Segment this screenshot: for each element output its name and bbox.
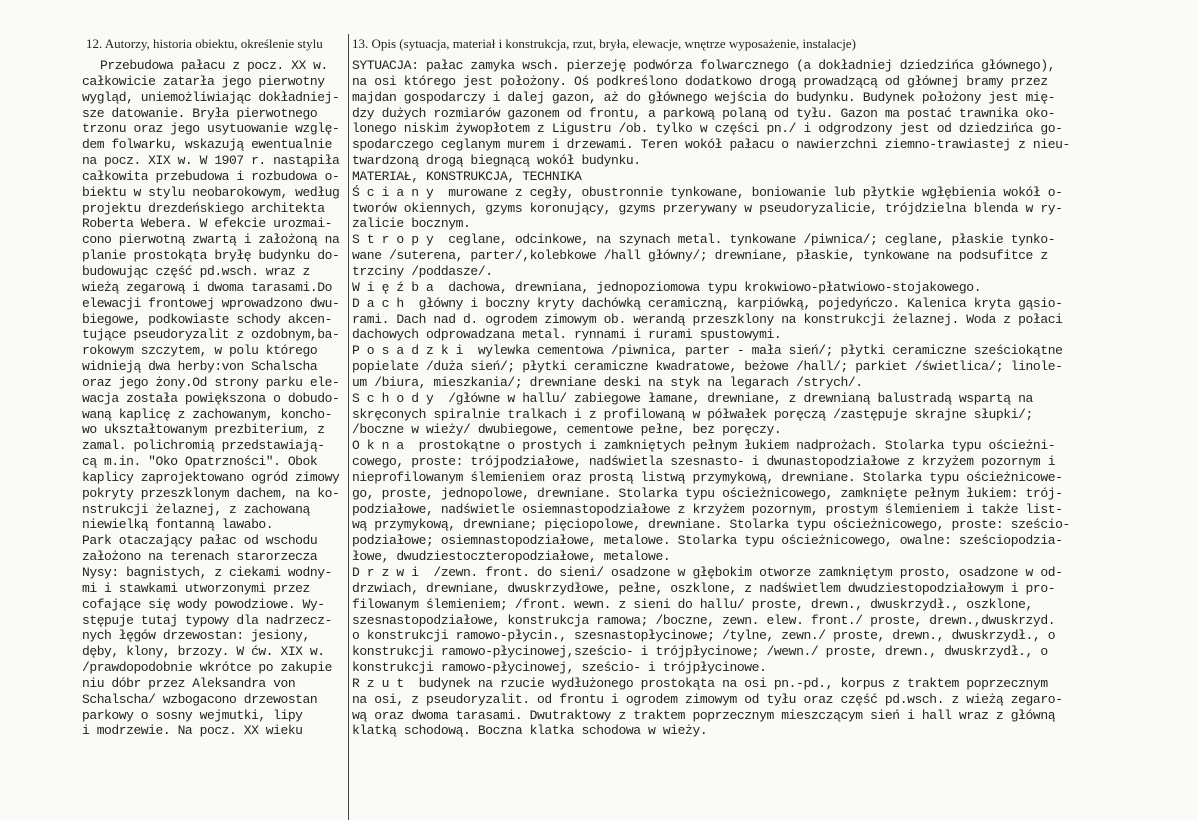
text-line: łowe, dwudziestoczteropodziałowe, metalowe. xyxy=(352,549,671,565)
text-line: cą m.in. "Oko Opatrzności". Obok xyxy=(82,454,318,470)
text-line: filowanym ślemieniem; /front. wewn. z sieni do hallu/ proste, drewn., dwuskrzydł., oszklone, xyxy=(352,596,1033,612)
text-line: konstrukcji ramowo-płycinowej, sześcio- i trójpłycinowe. xyxy=(352,660,767,676)
text-line: zalicie bocznym. xyxy=(352,216,471,232)
text-line: wacja została powiększona o dobudo- xyxy=(82,390,340,406)
text-line: spodarczego ceglanym murem i drzewami. Teren wokół pałacu o nawierzchni ziemno-trawiastej z nieu- xyxy=(352,137,1070,153)
text-line: skręconych spiralnie tralkach i z profilowaną w półwałek poręczą /zastępuje skrajne słupki/; xyxy=(352,406,1033,422)
text-line: dęby, klony, brzozy. W ćw. XIX w. xyxy=(82,644,325,660)
text-line: szesnastopodziałowe, konstrukcja ramowa; /boczne, zewn. elew. front./ proste, drewn.,dwuskrzyd. xyxy=(352,612,1056,628)
text-line: projektu drezdeńskiego architekta xyxy=(82,200,325,216)
section-13-header: 13. Opis (sytuacja, materiał i konstrukcja, rzut, bryła, elewacje, wnętrze wyposażenie, instalacje) xyxy=(352,36,856,51)
text-line: na osi którego jest położony. Oś podkreślono dodatkowo drogą prowadzącą od głównej bramy przez xyxy=(352,73,1048,89)
text-line: tujące pseudoryzalit z ozdobnym,ba- xyxy=(82,327,340,343)
text-line: zamal. polichromią przedstawiają- xyxy=(82,438,325,454)
text-line: dzy dużych rozmiarów gazonem od frontu, a parkową polaną od tyłu. Gazon ma postać trawnika oko- xyxy=(352,105,1056,121)
text-line: trzonu oraz jego usytuowanie wzglę- xyxy=(82,121,340,137)
text-line: waną kaplicę z zachowanym, koncho- xyxy=(82,406,332,422)
section-13-body xyxy=(352,58,1194,739)
text-line: budowując część pd.wsch. wraz z xyxy=(82,263,310,279)
text-line: Ś c i a n y murowane z cegły, obustronnie tynkowane, boniowanie lub płytkie wgłębienia wokół o- xyxy=(352,184,1063,200)
text-line: wieżą zegarową i dwoma tarasami.Do xyxy=(82,279,332,295)
section-12-header: 12. Autorzy, historia obiektu, określenie stylu xyxy=(86,36,323,51)
text-line: MATERIAŁ, KONSTRUKCJA, TECHNIKA xyxy=(352,168,582,184)
section-13-description xyxy=(352,36,1194,820)
text-line: W i ę ź b a dachowa, drewniana, jednopoziomowa typu krokwiowo-płatwiowo-stojakowego. xyxy=(352,279,982,295)
text-line: nych łęgów drzewostan: jesiony, xyxy=(82,628,310,644)
text-line: stępuje tutaj typowy dla nadrzecz- xyxy=(82,612,332,628)
text-line: o konstrukcji ramowo-płycin., szesnastopłycinowe; /tylne, zewn./ proste, drewn., dwuskrzydł., o xyxy=(352,628,1056,644)
text-line: widnieją dwa herby:von Schalscha xyxy=(82,359,318,375)
text-line: R z u t budynek na rzucie wydłużonego prostokąta na osi pn.-pd., korpus z traktem poprzecznym xyxy=(352,675,1048,691)
text-line: cowego, proste: trójpodziałowe, nadświetla szesnasto- i dwunastopodziałowe z krzyżem pozornym i xyxy=(352,454,1056,470)
text-line: sze datowanie. Bryła pierwotnego xyxy=(82,105,318,121)
text-line: wą przymykową, drewniane; pięciopolowe, drewniane. Stolarka typu ościeżnicowego, proste: sześcio- xyxy=(352,517,1070,533)
text-line: podziałowe, nadświetle osiemnastopodziałowe z krzyżem pozornym, prostym ślemieniem i także list- xyxy=(352,501,1063,517)
text-line: popielate /duża sień/; płytki ceramiczne kwadratowe, beżowe /hall/; parkiet /świetlica/; linole- xyxy=(352,359,1063,375)
text-line: Schalscha/ wzbogacono drzewostan xyxy=(82,691,318,707)
text-line: dem folwarku, wskazują ewentualnie xyxy=(82,137,332,153)
text-line: kaplicy zaprojektowano ogród zimowy xyxy=(82,469,340,485)
text-line: na pocz. XIX w. W 1907 r. nastąpiła xyxy=(82,153,340,169)
text-line: niu dóbr przez Aleksandra von xyxy=(82,675,296,691)
section-12-body xyxy=(82,58,346,739)
text-line: nstrukcji żelaznej, z zachowaną xyxy=(82,501,310,517)
text-line: niewielką fontanną lawabo. xyxy=(82,517,274,533)
text-line: lonego niskim żywopłotem z Ligustru /ob. tylko w części pn./ i odgrodzony jest od dziedzińca go- xyxy=(352,121,1063,137)
text-line: Park otaczający pałac od wschodu xyxy=(82,533,318,549)
text-line: cofające się wody powodziowe. Wy- xyxy=(82,596,325,612)
text-line: S c h o d y /główne w hallu/ zabiegowe łamane, drewniane, z drewnianą balustradą wspartą na xyxy=(352,390,1033,406)
text-line: drzwiach, drewniane, dwuskrzydłowe, pełne, oszklone, z nadświetlem dwudziestopodziałowym i pro- xyxy=(352,580,1056,596)
section-12-history xyxy=(82,36,346,820)
text-line: oraz jego żony.Od strony parku ele- xyxy=(82,374,340,390)
text-line: wo ukształtowanym prezbiterium, z xyxy=(82,422,325,438)
text-line: podziałowe; osiemnastopodziałowe, metalowe. Stolarka typu ościeżnicowego, owalne: sześciopodzia- xyxy=(352,533,1063,549)
text-line: Roberta Webera. W efekcie urozmai- xyxy=(82,216,332,232)
text-line: biegowe, podkowiaste schody akcen- xyxy=(82,311,332,327)
text-line: trzciny /poddasze/. xyxy=(352,263,493,279)
text-line: nieprofilowanym ślemieniem oraz prostą listwą przymykową, drewniane. Stolarka typu ościeżnicowe- xyxy=(352,469,1063,485)
text-line: rokowym szczytem, w polu którego xyxy=(82,343,318,359)
text-line: założono na terenach starorzecza xyxy=(82,549,318,565)
text-line: D a c h główny i boczny kryty dachówką ceramiczną, karpiówką, pojedyńczo. Kalenica kryta gąsio- xyxy=(352,295,1063,311)
text-line: konstrukcji ramowo-płycinowej,sześcio- i trójpłycinowe; /wewn./ proste, drewn., dwuskrzydł., o xyxy=(352,644,1048,660)
text-line: rami. Dach nad d. ogrodem zimowym ob. werandą przeszklony na konstrukcji żelaznej. Woda z połaci xyxy=(352,311,1063,327)
text-line: D r z w i /zewn. front. do sieni/ osadzone w głębokim otworze zamkniętym prosto, osadzone w od- xyxy=(352,565,1063,580)
text-line: twardzoną drogą biegnącą wokół budynku. xyxy=(352,153,641,169)
text-line: go, proste, jednopolowe, drewniane. Stolarka typu ościeżnicowego, zamknięte pełnym łukiem: trój- xyxy=(352,485,1063,501)
text-line: S t r o p y ceglane, odcinkowe, na szynach metal. tynkowane /piwnica/; ceglane, płaskie tynko- xyxy=(352,232,1056,248)
text-line: elewacji frontowej wprowadzono dwu- xyxy=(82,295,340,311)
text-line: /prawdopodobnie wkrótce po zakupie xyxy=(82,660,332,676)
text-line: mi i stawkami utworzonymi przez xyxy=(82,580,310,596)
text-line: i modrzewie. Na pocz. XX wieku xyxy=(82,723,303,739)
text-line: O k n a prostokątne o prostych i zamkniętych pełnym łukiem nadprożach. Stolarka typu ościeżni- xyxy=(352,438,1056,454)
text-line: P o s a d z k i wylewka cementowa /piwnica, parter - mała sień/; płytki ceramiczne sześciokątne xyxy=(352,343,1063,359)
text-line: cono pierwotną zwartą i założoną na xyxy=(82,232,340,248)
text-line: tworów okiennych, gzyms koronujący, gzyms przerywany w pseudoryzalicie, trójdzielna blenda w ry- xyxy=(352,200,1063,216)
text-line: parkowy o sosny wejmutki, lipy xyxy=(82,707,303,723)
text-line: całkowicie zatarła jego pierwotny xyxy=(82,73,325,89)
text-line: biektu w stylu neobarokowym, według xyxy=(82,184,340,200)
text-line: Nysy: bagnistych, z ciekami wodny- xyxy=(82,565,332,580)
text-line: wygląd, uniemożliwiając dokładniej- xyxy=(82,89,340,105)
text-line: um /biura, mieszkania/; drewniane deski na styk na legarach /strych/. xyxy=(352,374,863,390)
text-line: klatką schodową. Boczna klatka schodowa w wieży. xyxy=(352,723,708,739)
text-line: planie prostokąta bryłę budynku do- xyxy=(82,248,340,264)
text-line: całkowita przebudowa i rozbudowa o- xyxy=(82,168,340,184)
text-line: pokryty przeszklonym dachem, na ko- xyxy=(82,485,340,501)
text-line: Przebudowa pałacu z pocz. XX w. xyxy=(100,58,328,73)
text-line: /boczne w wieży/ dwubiegowe, cementowe pełne, bez poręczy. xyxy=(352,422,782,438)
text-line: dachowych odprowadzana metal. rynnami i rurami spustowymi. xyxy=(352,327,782,343)
column-divider xyxy=(348,34,349,820)
text-line: wą oraz dwoma tarasami. Dwutraktowy z traktem poprzecznym mieszczącym sień i hall wraz z główną xyxy=(352,707,1056,723)
text-line: SYTUACJA: pałac zamyka wsch. pierzeję podwórza folwarcznego (a dokładniej dziedzińca głównego), xyxy=(352,58,1056,73)
text-line: na osi, z pseudoryzalit. od frontu i ogrodem zimowym od tyłu oraz część pd.wsch. z wieżą zegaro- xyxy=(352,691,1063,707)
text-line: wane /suterena, parter/,kolebkowe /hall główny/; drewniane, płaskie, tynkowane na podsufitce z xyxy=(352,248,1048,264)
text-line: majdan gospodarczy i dalej gazon, aż do głównego wejścia do budynku. Budynek położony jest mię- xyxy=(352,89,1056,105)
